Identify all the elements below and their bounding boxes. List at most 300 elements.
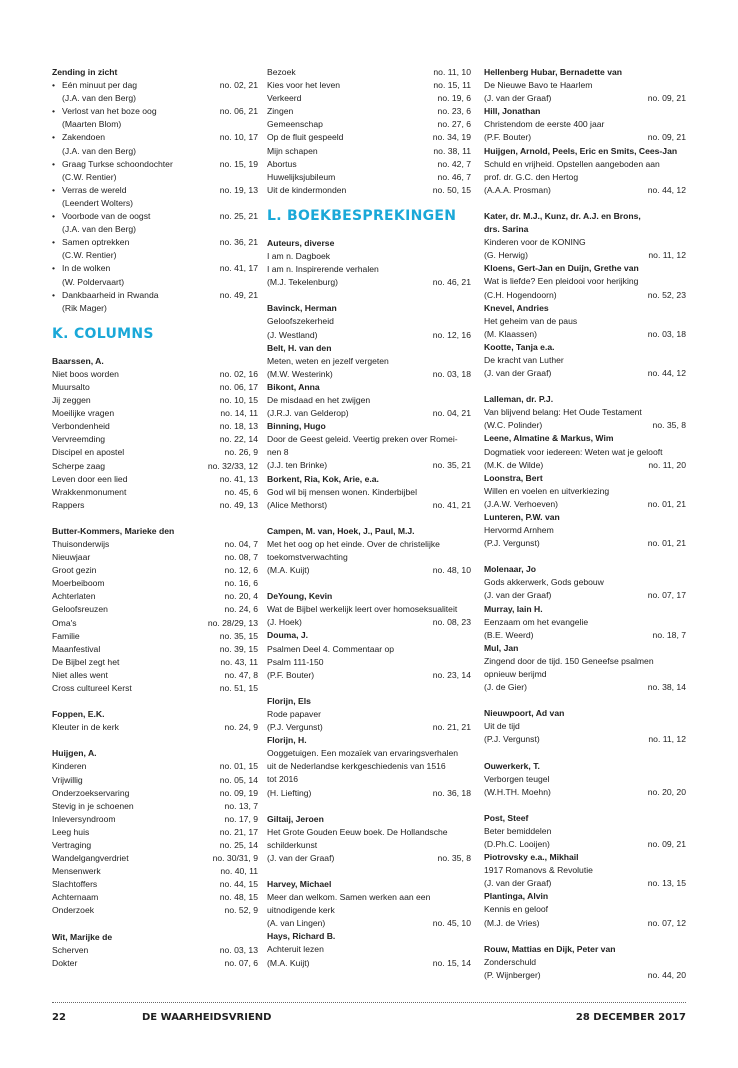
entry-title: (J. van der Graaf) <box>267 852 335 863</box>
index-entry <box>267 118 471 131</box>
entry-title: (J. van der Graaf) <box>484 93 552 104</box>
issue-reference: no. 19, 6 <box>437 93 471 104</box>
entry-title: Muursalto <box>52 381 90 392</box>
issue-reference: no. 26, 9 <box>224 447 258 458</box>
issue-reference: no. 20, 4 <box>224 591 258 602</box>
index-entry <box>267 276 471 289</box>
index-entry <box>52 420 258 433</box>
index-entry <box>484 459 686 472</box>
entry-title: (A. van Lingen) <box>267 918 326 929</box>
book-title: Rode papaver <box>267 708 321 719</box>
issue-reference: no. 08, 7 <box>224 552 258 563</box>
issue-reference: no. 45, 6 <box>224 486 258 497</box>
issue-reference: no. 52, 9 <box>224 905 258 916</box>
book-title: nen 8 <box>267 447 289 458</box>
entry-title: Inleversyndroom <box>52 813 116 824</box>
issue-reference: no. 12, 6 <box>224 565 258 576</box>
issue-reference: no. 19, 13 <box>219 184 258 195</box>
book-title: Zingend door de tijd. 150 Geneefse psalmen <box>484 655 654 666</box>
author-heading: Kater, dr. M.J., Kunz, dr. A.J. en Brons, <box>484 210 641 221</box>
book-title: Het geheim van de paus <box>484 315 578 326</box>
issue-reference: no. 46, 7 <box>437 171 471 182</box>
bullet-entry <box>52 79 258 92</box>
entry-title: (J. de Gier) <box>484 682 527 693</box>
spacer <box>267 577 471 590</box>
author-heading: Leene, Almatine & Markus, Wim <box>484 433 614 444</box>
author-heading: Piotrovsky e.a., Mikhail <box>484 852 579 863</box>
index-entry <box>267 459 471 472</box>
author-heading: Mul, Jan <box>484 642 519 653</box>
entry-title: Moerbeiboom <box>52 578 105 589</box>
issue-reference: no. 35, 15 <box>219 630 258 641</box>
section-heading: L. BOEKBESPREKINGEN <box>267 207 457 224</box>
entry-title: Uit de kindermonden <box>267 184 347 195</box>
bullet-entry <box>52 131 258 144</box>
author-heading: DeYoung, Kevin <box>267 591 333 602</box>
book-title: 1917 Romanovs & Revolutie <box>484 865 593 876</box>
book-title: uit de Nederlandse kerkgeschiedenis van 1516 <box>267 761 446 772</box>
book-title: Schuld en vrijheid. Opstellen aangeboden aan <box>484 158 660 169</box>
entry-title: Onderzoekservaring <box>52 787 130 798</box>
author-heading: Hellenberg Hubar, Bernadette van <box>484 67 623 77</box>
issue-reference: no. 48, 15 <box>219 892 258 903</box>
issue-reference: no. 08, 23 <box>432 617 471 628</box>
issue-reference: no. 07, 12 <box>647 917 686 928</box>
entry-title: Vrijwillig <box>52 774 83 785</box>
entry-title: (J. van der Graaf) <box>484 368 552 379</box>
index-entry <box>267 105 471 118</box>
index-entry <box>267 721 471 734</box>
book-title: Kennis en geloof <box>484 904 549 915</box>
issue-reference: no. 38, 14 <box>647 682 686 693</box>
spacer <box>484 694 686 707</box>
book-title: Geloofszekerheid <box>267 316 334 327</box>
entry-title: • Verras de wereld <box>62 184 127 195</box>
index-entry <box>52 617 258 630</box>
index-entry <box>52 904 258 917</box>
issue-reference: no. 51, 15 <box>219 683 258 694</box>
entry-title: (B.E. Weerd) <box>484 629 534 640</box>
entry-title: (J.A.W. Verhoeven) <box>484 498 559 509</box>
issue-reference: no. 05, 14 <box>219 774 258 785</box>
issue-date: 28 DECEMBER 2017 <box>575 1012 686 1023</box>
book-title: Psalm 111-150 <box>267 656 324 667</box>
issue-reference: no. 35, 8 <box>437 852 471 863</box>
spacer <box>267 682 471 695</box>
author-heading: Molenaar, Jo <box>484 564 537 575</box>
issue-reference: no. 17, 9 <box>224 813 258 824</box>
index-entry <box>484 681 686 694</box>
issue-reference: no. 01, 15 <box>219 761 258 772</box>
author-heading: Rouw, Mattias en Dijk, Peter van <box>484 943 616 954</box>
entry-title: Jij zeggen <box>52 395 91 406</box>
entry-title: (P.J. Vergunst) <box>484 538 540 549</box>
issue-reference: no. 12, 16 <box>432 329 471 340</box>
issue-reference: no. 09, 21 <box>647 132 686 143</box>
entry-title: (J. van der Graaf) <box>484 590 552 601</box>
book-title: Psalmen Deel 4. Commentaar op <box>267 643 395 654</box>
entry-title: Niet boos worden <box>52 368 119 379</box>
issue-reference: no. 15, 11 <box>433 80 471 91</box>
index-entry <box>52 800 258 813</box>
footer-divider <box>52 1002 686 1003</box>
author-heading: Bavinck, Herman <box>267 303 337 314</box>
entry-title: Verkeerd <box>267 93 302 104</box>
author-heading: Campen, M. van, Hoek, J., Paul, M.J. <box>267 525 415 536</box>
index-entry <box>267 79 471 92</box>
entry-title: Kinderen <box>52 761 87 772</box>
issue-reference: no. 48, 10 <box>432 565 471 576</box>
entry-title: (J. Westland) <box>267 329 318 340</box>
author-heading: Ouwerkerk, T. <box>484 760 540 771</box>
index-entry <box>267 158 471 171</box>
index-entry <box>52 486 258 499</box>
index-column-left <box>52 66 258 970</box>
book-title: prof. dr. G.C. den Hertog <box>484 171 579 182</box>
issue-reference: no. 24, 9 <box>224 722 258 733</box>
entry-title: Bezoek <box>267 67 296 77</box>
issue-reference: no. 44, 20 <box>647 969 686 980</box>
issue-reference: no. 21, 21 <box>432 722 471 733</box>
entry-title: Kies voor het leven <box>267 80 341 91</box>
author-heading: Lunteren, P.W. van <box>484 512 560 522</box>
book-title: Ooggetuigen. Een mozaïek van ervaringsverhalen <box>267 748 459 759</box>
index-entry <box>52 760 258 773</box>
author-heading: Loonstra, Bert <box>484 472 543 483</box>
entry-title: • Dankbaarheid in Rwanda <box>62 289 159 300</box>
entry-title: Op de fluit gespeeld <box>267 132 344 143</box>
issue-reference: no. 15, 19 <box>219 158 258 169</box>
issue-reference: no. 41, 17 <box>219 263 258 274</box>
author-heading: Foppen, E.K. <box>52 709 105 720</box>
entry-title: Leven door een lied <box>52 473 128 484</box>
book-title: Willen en voelen en uitverkiezing <box>484 485 610 496</box>
section-heading: K. COLUMNS <box>52 325 154 342</box>
issue-reference: no. 38, 11 <box>433 145 471 156</box>
index-entry <box>267 145 471 158</box>
book-title: Met het oog op het einde. Over de christelijke <box>267 538 440 549</box>
bullet-entry <box>52 105 258 118</box>
index-entry <box>52 944 258 957</box>
issue-reference: no. 01, 21 <box>647 538 686 549</box>
index-entry <box>267 499 471 512</box>
issue-reference: no. 04, 7 <box>224 539 258 549</box>
issue-reference: no. 18, 13 <box>219 421 258 432</box>
issue-reference: no. 20, 20 <box>647 786 686 797</box>
index-entry <box>52 381 258 394</box>
entry-title: Nieuwjaar <box>52 552 91 563</box>
book-title: De misdaad en het zwijgen <box>267 394 371 405</box>
author-heading: Borkent, Ria, Kok, Arie, e.a. <box>267 473 379 484</box>
book-title: Door de Geest geleid. Veertig preken over Romei- <box>267 434 458 445</box>
index-entry <box>52 813 258 826</box>
author-heading: Lalleman, dr. P.J. <box>484 394 554 405</box>
index-entry <box>52 551 258 564</box>
book-title: opnieuw berijmd <box>484 669 547 680</box>
author-heading: Post, Steef <box>484 812 529 823</box>
index-entry <box>52 669 258 682</box>
book-title: Verborgen teugel <box>484 773 550 784</box>
issue-reference: no. 21, 17 <box>219 826 258 837</box>
author-heading: Kootte, Tanja e.a. <box>484 341 555 352</box>
entry-title: (J. van der Graaf) <box>484 878 552 889</box>
index-entry <box>267 407 471 420</box>
entry-title: (D.Ph.C. Looijen) <box>484 838 550 849</box>
bullet-entry <box>52 158 258 171</box>
entry-title: (J.J. ten Brinke) <box>267 460 328 471</box>
bullet-entry <box>52 289 258 302</box>
book-title: I am n. Inspirerende verhalen <box>267 264 379 275</box>
book-title: De Nieuwe Bavo te Haarlem <box>484 80 593 91</box>
issue-reference: no. 43, 11 <box>220 656 258 667</box>
book-title: De kracht van Luther <box>484 354 564 365</box>
author-credit: (Rik Mager) <box>62 302 107 313</box>
author-heading: Wit, Marijke de <box>52 931 113 942</box>
entry-title: De Bijbel zegt het <box>52 656 120 667</box>
index-column-right <box>484 66 686 982</box>
entry-title: Familie <box>52 630 80 641</box>
issue-reference: no. 42, 7 <box>437 158 471 169</box>
index-entry <box>484 589 686 602</box>
index-entry <box>52 865 258 878</box>
entry-title: (H. Liefting) <box>267 787 312 798</box>
index-entry <box>267 131 471 144</box>
index-entry <box>267 917 471 930</box>
entry-title: • Verlost van het boze oog <box>62 106 157 117</box>
spacer <box>267 289 471 302</box>
entry-title: (P.F. Bouter) <box>267 669 315 680</box>
issue-reference: no. 45, 10 <box>432 918 471 929</box>
book-title: Achteruit lezen <box>267 944 324 955</box>
index-entry <box>52 460 258 473</box>
author-heading: Binning, Hugo <box>267 421 326 432</box>
index-entry <box>484 498 686 511</box>
author-heading: Baarssen, A. <box>52 355 104 366</box>
bullet-entry <box>52 184 258 197</box>
index-entry <box>52 656 258 669</box>
entry-title: (M.K. de Wilde) <box>484 459 544 470</box>
index-entry <box>484 92 686 105</box>
book-title: tot 2016 <box>267 774 299 785</box>
issue-reference: no. 41, 21 <box>432 499 471 510</box>
entry-title: (J. Hoek) <box>267 617 302 628</box>
entry-title: Achterlaten <box>52 591 96 602</box>
issue-reference: no. 02, 16 <box>219 368 258 379</box>
book-title: I am n. Dagboek <box>267 251 331 262</box>
index-entry <box>267 564 471 577</box>
issue-reference: no. 40, 11 <box>220 866 258 877</box>
entry-title: Discipel en apostel <box>52 447 125 458</box>
index-entry <box>484 328 686 341</box>
entry-title: • Samen optrekken <box>62 237 130 248</box>
index-entry <box>484 877 686 890</box>
index-entry <box>267 329 471 342</box>
book-title: Kinderen voor de KONING <box>484 237 586 248</box>
entry-title: (W.H.TH. Moehn) <box>484 786 551 797</box>
book-title: Zonderschuld <box>484 956 537 967</box>
book-title: Van blijvend belang: Het Oude Testament <box>484 407 642 418</box>
entry-title: (M.W. Westerink) <box>267 368 333 379</box>
entry-title: • Voorbode van de oogst <box>62 211 151 222</box>
author-credit: (J.A. van den Berg) <box>62 145 137 156</box>
index-entry <box>52 957 258 970</box>
spacer <box>267 800 471 813</box>
index-entry <box>484 184 686 197</box>
entry-title: Stevig in je schoenen <box>52 800 134 811</box>
entry-title: Mijn schapen <box>267 145 318 156</box>
spacer <box>484 197 686 210</box>
issue-reference: no. 52, 23 <box>647 289 686 300</box>
author-heading: Bikont, Anna <box>267 381 320 392</box>
author-credit: (Leendert Wolters) <box>62 197 134 208</box>
index-entry <box>52 878 258 891</box>
entry-title: Wrakkenmonument <box>52 486 127 497</box>
issue-reference: no. 49, 13 <box>219 499 258 510</box>
entry-title: Wandelgangverdriet <box>52 853 129 864</box>
issue-reference: no. 41, 13 <box>219 473 258 484</box>
issue-reference: no. 15, 14 <box>432 957 471 968</box>
index-entry <box>52 473 258 486</box>
author-credit: (C.W. Rentier) <box>62 250 117 261</box>
publication-name: DE WAARHEIDSVRIEND <box>142 1012 272 1023</box>
index-entry <box>484 537 686 550</box>
entry-title: (M.A. Kuijt) <box>267 957 310 968</box>
index-entry <box>267 66 471 79</box>
book-title: Meten, weten en jezelf vergeten <box>267 355 389 366</box>
book-title: Het Grote Gouden Eeuw boek. De Hollandsche <box>267 826 448 837</box>
author-heading: Auteurs, diverse <box>267 237 335 248</box>
entry-title: Niet alles went <box>52 669 108 680</box>
issue-reference: no. 39, 15 <box>219 643 258 654</box>
index-entry <box>267 787 471 800</box>
author-heading: Giltaij, Jeroen <box>267 813 324 824</box>
issue-reference: no. 22, 14 <box>219 434 258 445</box>
entry-title: Cross cultureel Kerst <box>52 683 132 694</box>
issue-reference: no. 07, 6 <box>224 957 258 968</box>
issue-reference: no. 36, 18 <box>432 787 471 798</box>
author-heading: Plantinga, Alvin <box>484 891 549 902</box>
entry-title: Vertraging <box>52 839 92 850</box>
index-entry <box>267 368 471 381</box>
index-entry <box>484 838 686 851</box>
entry-title: Leeg huis <box>52 826 90 837</box>
page-number: 22 <box>52 1012 66 1023</box>
author-heading: Florijn, H. <box>267 735 307 746</box>
index-entry <box>267 184 471 197</box>
issue-reference: no. 09, 21 <box>647 838 686 849</box>
entry-title: (M. Klaassen) <box>484 328 538 339</box>
entry-title: Moeilijke vragen <box>52 408 115 419</box>
issue-reference: no. 03, 18 <box>432 368 471 379</box>
index-entry <box>484 367 686 380</box>
issue-reference: no. 14, 11 <box>220 408 258 419</box>
issue-reference: no. 23, 14 <box>432 669 471 680</box>
entry-title: Huwelijksjubileum <box>267 171 336 182</box>
issue-reference: no. 50, 15 <box>432 184 471 195</box>
entry-title: • Eén minuut per dag <box>62 80 138 91</box>
index-entry <box>484 786 686 799</box>
author-heading: Nieuwpoort, Ad van <box>484 708 565 719</box>
issue-reference: no. 44, 15 <box>219 879 258 890</box>
entry-title: (Alice Methorst) <box>267 499 328 510</box>
entry-title: (M.A. Kuijt) <box>267 565 310 576</box>
spacer <box>484 799 686 812</box>
index-entry <box>52 643 258 656</box>
bullet-entry <box>52 236 258 249</box>
author-heading: Hill, Jonathan <box>484 106 541 117</box>
issue-reference: no. 49, 21 <box>219 289 258 300</box>
index-entry <box>52 433 258 446</box>
entry-title: Mensenwerk <box>52 866 101 877</box>
index-entry <box>267 616 471 629</box>
index-entry <box>52 394 258 407</box>
issue-reference: no. 36, 21 <box>219 237 258 248</box>
issue-reference: no. 07, 17 <box>647 590 686 601</box>
entry-title: Scherven <box>52 944 89 955</box>
author-credit: (J.A. van den Berg) <box>62 224 137 235</box>
index-entry <box>52 407 258 420</box>
author-heading: Huijgen, A. <box>52 748 97 759</box>
book-title: Beter bemiddelen <box>484 825 552 836</box>
book-title: Meer dan welkom. Samen werken aan een <box>267 892 431 903</box>
index-entry <box>484 629 686 642</box>
entry-title: Groot gezin <box>52 565 97 576</box>
spacer <box>52 734 258 747</box>
spacer <box>52 512 258 525</box>
spacer <box>52 918 258 931</box>
index-entry <box>52 839 258 852</box>
index-entry <box>267 957 471 970</box>
author-credit: (W. Poldervaart) <box>62 276 125 287</box>
issue-reference: no. 25, 14 <box>219 839 258 850</box>
entry-title: (P.F. Bouter) <box>484 132 532 143</box>
index-entry <box>52 564 258 577</box>
book-title: toekomstverwachting <box>267 552 348 562</box>
issue-reference: no. 11, 20 <box>648 459 686 470</box>
issue-reference: no. 10, 15 <box>219 395 258 406</box>
issue-reference: no. 47, 8 <box>224 669 258 680</box>
book-title: Eenzaam om het evangelie <box>484 616 589 627</box>
issue-reference: no. 30/31, 9 <box>212 853 258 864</box>
author-heading: drs. Sarina <box>484 224 529 235</box>
index-entry <box>267 669 471 682</box>
issue-reference: no. 18, 7 <box>652 629 686 640</box>
book-title: Hervormd Arnhem <box>484 525 554 536</box>
issue-reference: no. 03, 13 <box>219 944 258 955</box>
issue-reference: no. 16, 6 <box>224 578 258 589</box>
author-heading: Florijn, Els <box>267 695 311 706</box>
author-heading: Kloens, Gert-Jan en Duijn, Grethe van <box>484 263 639 274</box>
index-entry <box>52 852 258 865</box>
issue-reference: no. 03, 18 <box>647 328 686 339</box>
issue-reference: no. 44, 12 <box>647 368 686 379</box>
index-entry <box>52 603 258 616</box>
entry-title: Vervreemding <box>52 434 106 445</box>
bullet-entry <box>52 210 258 223</box>
spacer <box>267 865 471 878</box>
book-title: Christendom de eerste 400 jaar <box>484 119 605 130</box>
entry-title: (M.J. Tekelenburg) <box>267 277 339 288</box>
entry-title: Oma's <box>52 617 77 628</box>
index-entry <box>484 131 686 144</box>
spacer <box>484 380 686 393</box>
issue-reference: no. 24, 6 <box>224 604 258 615</box>
issue-reference: no. 11, 12 <box>648 250 686 261</box>
issue-reference: no. 28/29, 13 <box>207 617 258 628</box>
author-heading: Huijgen, Arnold, Peels, Eric en Smits, Cees-Jan <box>484 145 678 156</box>
index-entry <box>52 682 258 695</box>
entry-title: • Graag Turkse schoondochter <box>62 158 173 169</box>
